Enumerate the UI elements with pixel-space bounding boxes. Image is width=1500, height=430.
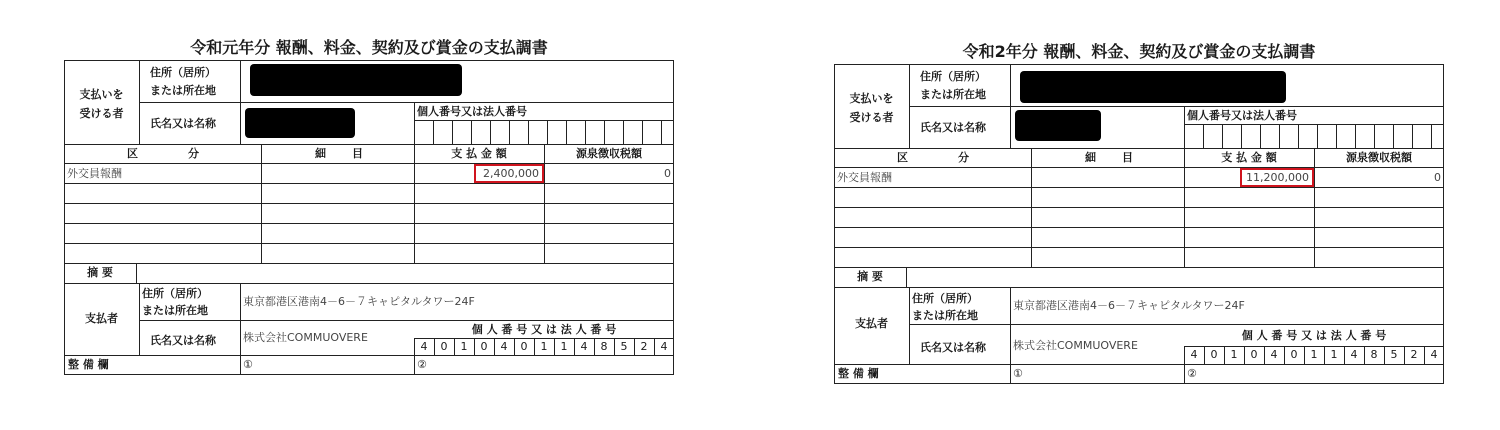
payer-address-value: 東京都港区港南4－6－７キャピタルタワー24F (1013, 299, 1245, 312)
category-cell: 外交員報酬 (837, 171, 892, 184)
payer-name-label: 氏名又は名称 (920, 341, 986, 354)
payer-id-digit: 5 (620, 340, 628, 353)
address-label-line2: または所在地 (920, 88, 986, 101)
name-label: 氏名又は名称 (150, 117, 216, 130)
form-title: 令和2年分 報酬、料金、契約及び賞金の支払調書 (962, 42, 1316, 61)
payer-id-digit: 5 (1390, 348, 1398, 361)
payer-id-digit: 0 (480, 340, 488, 353)
category-cell: 外交員報酬 (67, 167, 122, 180)
payer-id-digit: 2 (640, 340, 648, 353)
id-number-label: 個人番号又は法人番号 (417, 105, 527, 118)
payment-record-form-2019 (64, 38, 674, 383)
payer-address-value: 東京都港区港南4－6－７キャピタルタワー24F (243, 295, 475, 308)
payer-id-heading: 個 人 番 号 又 は 法 人 番 号 (1241, 329, 1387, 342)
payer-name-label: 氏名又は名称 (150, 334, 216, 347)
payer-id-digit: 0 (1250, 348, 1258, 361)
payer-id-digit: 4 (500, 340, 508, 353)
payer-id-digit: 0 (520, 340, 528, 353)
payer-id-digit: 8 (1370, 348, 1378, 361)
payer-id-digit: 0 (440, 340, 448, 353)
remarks-label: 摘 要 (87, 266, 113, 279)
name-label: 氏名又は名称 (920, 121, 986, 134)
maintenance-label: 整 備 欄 (68, 358, 109, 371)
address-label: 住所（居所） (150, 66, 216, 79)
payer-id-digit: 1 (460, 340, 468, 353)
maintenance-label: 整 備 欄 (838, 367, 879, 380)
kubun-left: 区 (127, 147, 138, 160)
detail-right: 目 (352, 147, 363, 160)
payer-id-digit: 4 (580, 340, 588, 353)
recipient-label-line2: 受ける者 (849, 111, 894, 124)
amount-heading: 支 払 金 額 (1221, 151, 1277, 164)
recipient-label-line1: 支払いを (849, 92, 894, 105)
payer-id-digit: 1 (1310, 348, 1318, 361)
id-number-label: 個人番号又は法人番号 (1187, 109, 1297, 122)
payer-id-digit: 4 (1350, 348, 1358, 361)
kubun-left: 区 (897, 151, 908, 164)
payer-id-digit: 4 (420, 340, 428, 353)
payer-name-value: 株式会社COMMUOVERE (243, 331, 368, 344)
payer-id-digit: 4 (660, 340, 668, 353)
form-title: 令和元年分 報酬、料金、契約及び賞金の支払調書 (190, 38, 548, 57)
address-label: 住所（居所） (920, 70, 986, 83)
redacted-name (245, 108, 355, 138)
payer-address-label: 住所（居所） (142, 287, 208, 300)
redacted-name (1015, 110, 1101, 141)
redacted-address (250, 64, 462, 96)
payer-address-label: 住所（居所） (912, 292, 978, 305)
circle-two: ② (1187, 367, 1197, 380)
withholding-amount: 0 (664, 167, 671, 180)
form-grid (64, 60, 674, 375)
payer-id-digit: 0 (1210, 348, 1218, 361)
payer-id-heading: 個 人 番 号 又 は 法 人 番 号 (471, 323, 617, 336)
amount-heading: 支 払 金 額 (451, 147, 507, 160)
payer-id-digit: 1 (1230, 348, 1238, 361)
payer-name-value: 株式会社COMMUOVERE (1013, 339, 1138, 352)
payer-id-digit: 2 (1410, 348, 1418, 361)
withholding-heading: 源泉徴収税額 (1346, 151, 1412, 164)
kubun-right: 分 (958, 151, 969, 164)
circle-two: ② (417, 358, 427, 371)
payer-address-label-line2: または所在地 (912, 309, 978, 322)
payer-id-digit: 4 (1270, 348, 1278, 361)
redacted-address (1020, 71, 1286, 103)
recipient-label-line2: 受ける者 (79, 107, 124, 120)
form-grid (834, 64, 1444, 379)
withholding-heading: 源泉徴収税額 (576, 147, 642, 160)
payer-id-digit: 1 (1330, 348, 1338, 361)
detail-left: 細 (315, 147, 326, 160)
kubun-right: 分 (188, 147, 199, 160)
payer-id-digit: 4 (1190, 348, 1198, 361)
payment-amount: 11,200,000 (1246, 171, 1309, 184)
payer-label: 支払者 (85, 312, 118, 325)
payer-label: 支払者 (855, 317, 888, 330)
payer-id-digit: 8 (600, 340, 608, 353)
payer-id-digit: 1 (540, 340, 548, 353)
address-label-line2: または所在地 (150, 84, 216, 97)
detail-left: 細 (1085, 151, 1096, 164)
amount-highlight (1240, 168, 1314, 187)
circle-one: ① (1013, 367, 1023, 380)
payment-record-form-2020 (834, 42, 1444, 387)
payment-amount: 2,400,000 (483, 167, 539, 180)
remarks-label: 摘 要 (857, 270, 883, 283)
circle-one: ① (243, 358, 253, 371)
withholding-amount: 0 (1434, 171, 1441, 184)
payer-address-label-line2: または所在地 (142, 304, 208, 317)
payer-id-digit: 1 (560, 340, 568, 353)
payer-id-digit: 4 (1430, 348, 1438, 361)
recipient-label-line1: 支払いを (79, 88, 124, 101)
amount-highlight (474, 164, 544, 183)
detail-right: 目 (1122, 151, 1133, 164)
payer-id-digit: 0 (1290, 348, 1298, 361)
